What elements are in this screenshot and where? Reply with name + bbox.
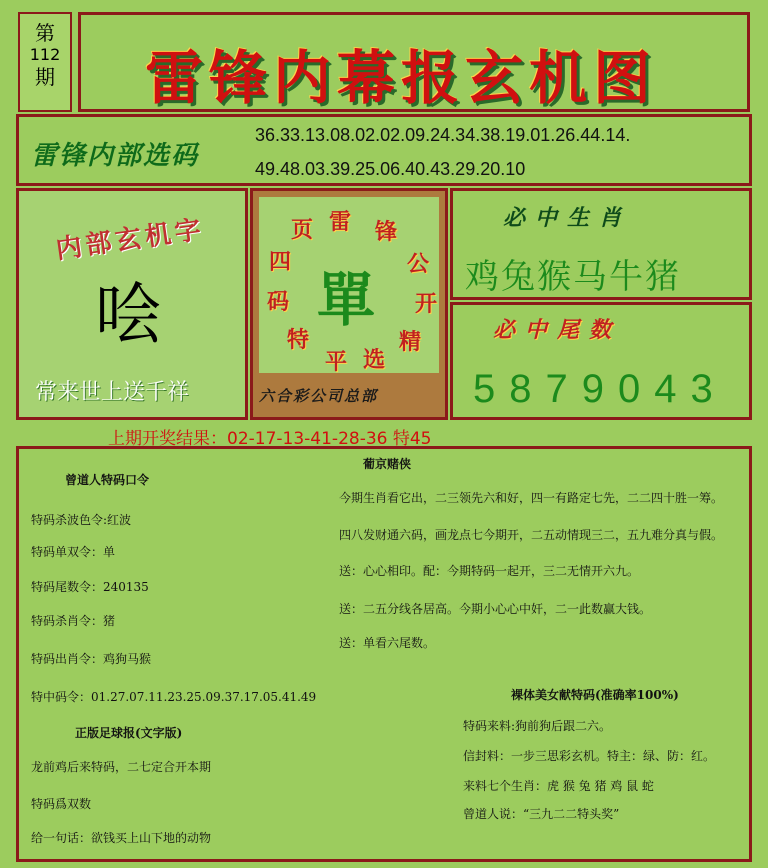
wheel-char: 平 (325, 349, 348, 375)
beauty-line: 信封料：一步三思彩玄机。特主：绿、防：红。 (463, 749, 716, 763)
wheel-center: 單 (317, 266, 376, 334)
wheel-char: 特 (287, 327, 310, 353)
beauty-line: 特码来料:狗前狗后跟二六。 (463, 719, 612, 733)
right-line: 送：心心相印。配：今期特码一起开，三二无情开六九。 (339, 564, 640, 578)
slogan: 常来世上送千祥 (35, 380, 190, 405)
zodiac-heading: 必中生肖 (503, 205, 632, 231)
football-line: 龙前鸡后来特码，二七定合开本期 (31, 760, 212, 774)
zodiac-panel (450, 188, 752, 300)
mystery-character-panel (16, 188, 248, 420)
issue-char-1: 第 (35, 21, 55, 45)
title-banner (78, 12, 750, 112)
left-line: 特码杀肖令：猪 (31, 614, 116, 628)
right-line: 送：单看六尾数。 (339, 636, 436, 650)
wheel-char: 雷 (329, 209, 352, 235)
wheel-char: 开 (415, 291, 438, 317)
football-heading: 正版足球报(文字版) (75, 726, 183, 740)
beauty-heading: 裸体美女献特码(准确率100%) (511, 688, 679, 702)
codes-panel (16, 114, 752, 186)
wheel-footer: 六合彩公司总部 (259, 387, 379, 405)
codes-line-2: 49.48.03.39.25.06.40.43.29.20.10 (255, 159, 526, 179)
right-line: 今期生肖看它出，二三领先六和好，四一有路定七先，二二四十胜一筹。 (339, 491, 724, 505)
right-heading: 葡京赌侠 (363, 457, 412, 471)
football-line: 特码爲双数 (31, 797, 92, 811)
football-line: 给一句话：欲钱买上山下地的动物 (31, 831, 212, 845)
issue-char-3: 期 (35, 65, 55, 89)
last-result: 上期开奖结果：02-17-13-41-28-36 特45 (108, 429, 432, 449)
left-heading: 曾道人特码口令 (65, 473, 150, 487)
tail-heading: 必中尾数 (493, 317, 622, 343)
right-line: 送：二五分线各居高。今期小心心中奸，二一此数赢大钱。 (339, 602, 652, 616)
tail-number-panel (450, 302, 752, 420)
left-line: 特码杀波色令:红波 (31, 513, 132, 527)
codes-line-1: 36.33.13.08.02.02.09.24.34.38.19.01.26.44.14. (255, 125, 631, 145)
wheel-char: 页 (291, 217, 314, 243)
tail-value: 5879043 (473, 367, 727, 411)
codes-label: 雷锋内部选码 (31, 141, 200, 171)
right-line: 四八发财通六码，画龙点七今期开，二五动情现三二，五九难分真与假。 (339, 528, 724, 542)
wheel-char: 码 (267, 289, 290, 315)
wheel-char: 精 (399, 329, 422, 355)
wheel-char: 四 (269, 249, 292, 275)
beauty-line: 曾道人说：“三九二二特头奖” (463, 807, 620, 821)
left-line: 特中码令：01.27.07.11.23.25.09.37.17.05.41.49 (31, 690, 317, 704)
main-text-panel (16, 446, 752, 862)
zodiac-value: 鸡兔猴马牛猪 (465, 257, 681, 297)
wheel-char: 选 (363, 347, 386, 373)
beauty-line: 来料七个生肖：虎 猴 兔 猪 鸡 鼠 蛇 (463, 779, 654, 793)
issue-number (18, 12, 72, 112)
mystery-character: 哙 (95, 276, 161, 353)
wheel-char: 锋 (375, 219, 398, 245)
issue-char-2: 112 (29, 45, 61, 64)
wheel-panel (250, 188, 448, 420)
wheel (259, 197, 439, 373)
mystery-character-title: 内部玄机字 (53, 214, 207, 266)
page-title: 雷锋内幕报玄机图 (144, 44, 657, 112)
left-line: 特码出肖令：鸡狗马猴 (31, 652, 152, 666)
left-line: 特码尾数令：240135 (31, 580, 149, 594)
wheel-char: 公 (407, 251, 430, 277)
left-line: 特码单双令：单 (31, 545, 116, 559)
